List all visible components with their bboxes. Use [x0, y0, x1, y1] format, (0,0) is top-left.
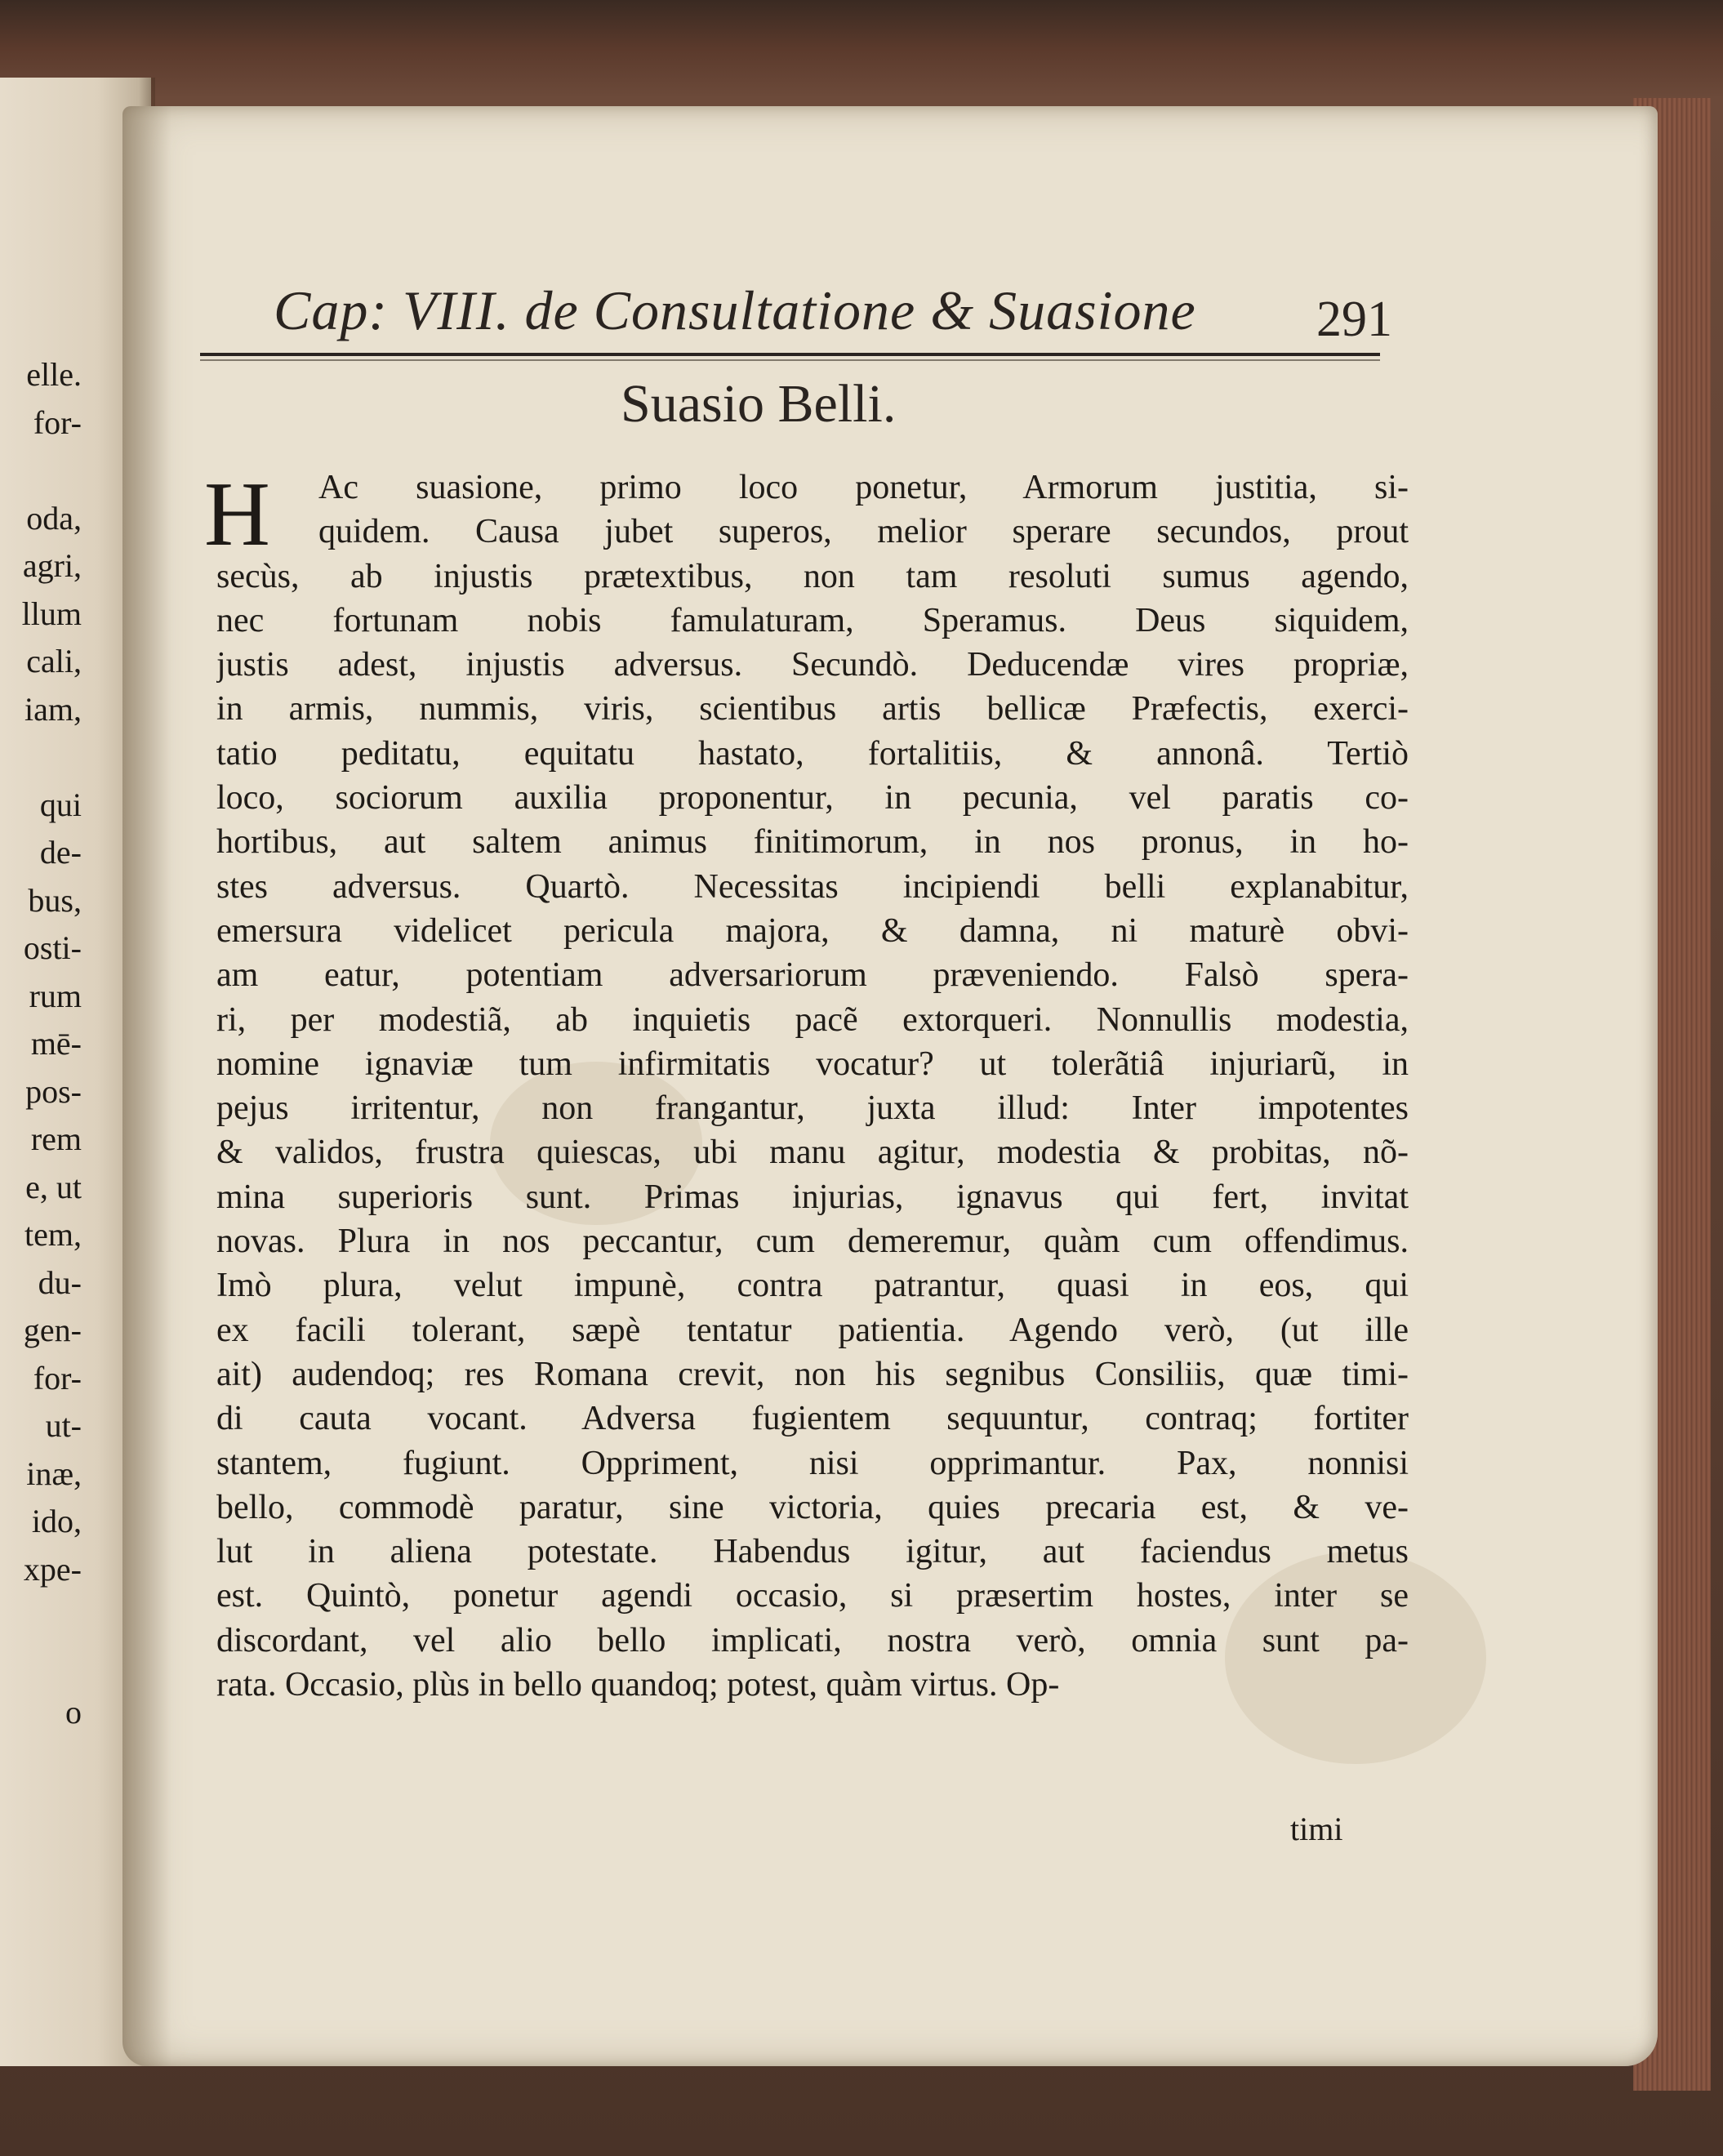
previous-page-fragment — [0, 1593, 82, 1642]
text-line: hortibus, aut saltem animus finitimorum, in nos pronus, in ho- — [216, 823, 1409, 862]
previous-page-fragment: for- — [33, 403, 82, 441]
catchword: timi — [1290, 1811, 1343, 1847]
text-line: ait) audendoq; res Romana crevit, non his segnibus Consiliis, quæ timi- — [216, 1355, 1409, 1393]
previous-page-fragment: agri, — [22, 547, 82, 584]
text-line: secùs, ab injustis prætextibus, non tam resoluti sumus agendo, — [216, 557, 1409, 595]
previous-page-fragment: osti- — [23, 929, 82, 966]
previous-page-fragment: e, ut — [25, 1168, 82, 1205]
text-line: & validos, frustra quiescas, ubi manu agitur, modestia & probitas, nõ- — [216, 1134, 1409, 1172]
text-line: Ac suasione, primo loco ponetur, Armorum justitia, si- — [318, 469, 1409, 506]
text-line: mina superioris sunt. Primas injurias, ignavus qui fert, invitat — [216, 1178, 1409, 1216]
text-line: novas. Plura in nos peccantur, cum demeremur, quàm cum offendimus. — [216, 1223, 1409, 1261]
previous-page-fragment: de- — [39, 834, 82, 871]
previous-page-text-fragments — [0, 351, 82, 1737]
previous-page-fragment: mē- — [30, 1025, 82, 1062]
previous-page-fragment: cali, — [26, 643, 82, 679]
previous-page-fragment: rum — [29, 977, 82, 1014]
previous-page-fragment: iam, — [24, 690, 82, 728]
text-line: discordant, vel alio bello implicati, nostra verò, omnia sunt pa- — [216, 1621, 1409, 1659]
previous-page-fragment: rem — [30, 1120, 82, 1157]
previous-page-fragment: du- — [38, 1263, 82, 1301]
header-rule — [200, 353, 1380, 356]
text-line: Imò plura, velut impunè, contra patrantur, quasi in eos, qui — [216, 1267, 1409, 1305]
previous-page-fragment: bus, — [28, 881, 82, 919]
text-line: stantem, fugiunt. Oppriment, nisi opprimantur. Pax, nonnisi — [216, 1444, 1409, 1482]
previous-page-fragment: ido, — [31, 1503, 82, 1539]
previous-page-fragment: pos- — [25, 1072, 82, 1110]
previous-page-fragment: gen- — [23, 1312, 82, 1348]
text-line: emersura videlicet pericula majora, & damna, ni maturè obvi- — [216, 911, 1409, 950]
text-line: est. Quintò, ponetur agendi occasio, si præsertim hostes, inter se — [216, 1577, 1409, 1615]
text-line: in armis, nummis, viris, scientibus artis bellicæ Præfectis, exerci- — [216, 690, 1409, 728]
previous-page-fragment: inæ, — [26, 1454, 82, 1492]
text-line: stes adversus. Quartò. Necessitas incipiendi belli explanabitur, — [216, 867, 1409, 906]
text-line: lut in aliena potestate. Habendus igitur, aut faciendus metus — [216, 1533, 1409, 1571]
previous-page-fragment: qui — [39, 786, 82, 823]
text-line: rata. Occasio, plùs in bello quandoq; potest, quàm virtus. Op- — [216, 1666, 1060, 1704]
previous-page-fragment: tem, — [24, 1216, 82, 1253]
page-number: 291 — [1316, 292, 1392, 347]
text-line: di cauta vocant. Adversa fugientem sequuntur, contraq; fortiter — [216, 1400, 1409, 1438]
text-line: quidem. Causa jubet superos, melior sperare secundos, prout — [318, 513, 1409, 551]
header-rule-thin — [200, 359, 1380, 361]
text-line: loco, sociorum auxilia proponentur, in pecunia, vel paratis co- — [216, 779, 1409, 817]
gutter-shade — [122, 106, 171, 2066]
previous-page-fragment: ut- — [45, 1407, 82, 1444]
previous-page-fragment: xpe- — [23, 1550, 82, 1588]
text-line: am eatur, potentiam adversariorum præveniendo. Falsò spera- — [216, 956, 1409, 995]
drop-cap: H — [204, 464, 270, 565]
text-line: ex facili tolerant, sæpè tentatur patientia. Agendo verò, (ut ille — [216, 1311, 1409, 1349]
text-line: nec fortunam nobis famulaturam, Speramus. Deus siquidem, — [216, 601, 1409, 639]
previous-page-fragment: llum — [21, 595, 82, 632]
text-line: bello, commodè paratur, sine victoria, quies precaria est, & ve- — [216, 1488, 1409, 1526]
previous-page-fragment: o — [65, 1694, 82, 1731]
section-title: Suasio Belli. — [621, 374, 897, 434]
previous-page-fragment: oda, — [26, 499, 82, 537]
previous-page-fragment — [0, 1642, 82, 1690]
running-head: Cap: VIII. de Consultatione & Suasione — [274, 279, 1196, 341]
text-line: tatio peditatu, equitatu hastato, fortalitiis, & annonâ. Tertiò — [216, 734, 1409, 773]
previous-page-fragment: for- — [33, 1359, 82, 1396]
text-line: justis adest, injustis adversus. Secundò. Deducendæ vires propriæ, — [216, 646, 1409, 684]
text-line: nomine ignaviæ tum infirmitatis vocatur? ut tolerãtiâ injuriarũ, in — [216, 1045, 1409, 1083]
body-text — [216, 466, 1409, 1707]
previous-page-fragment — [0, 733, 82, 782]
text-line: pejus irritentur, non frangantur, juxta illud: Inter impotentes — [216, 1089, 1409, 1128]
text-line: ri, per modestiã, ab inquietis pacẽ extorqueri. Nonnullis modestia, — [216, 1000, 1409, 1039]
previous-page-fragment — [0, 447, 82, 495]
previous-page-fragment: elle. — [26, 356, 82, 393]
